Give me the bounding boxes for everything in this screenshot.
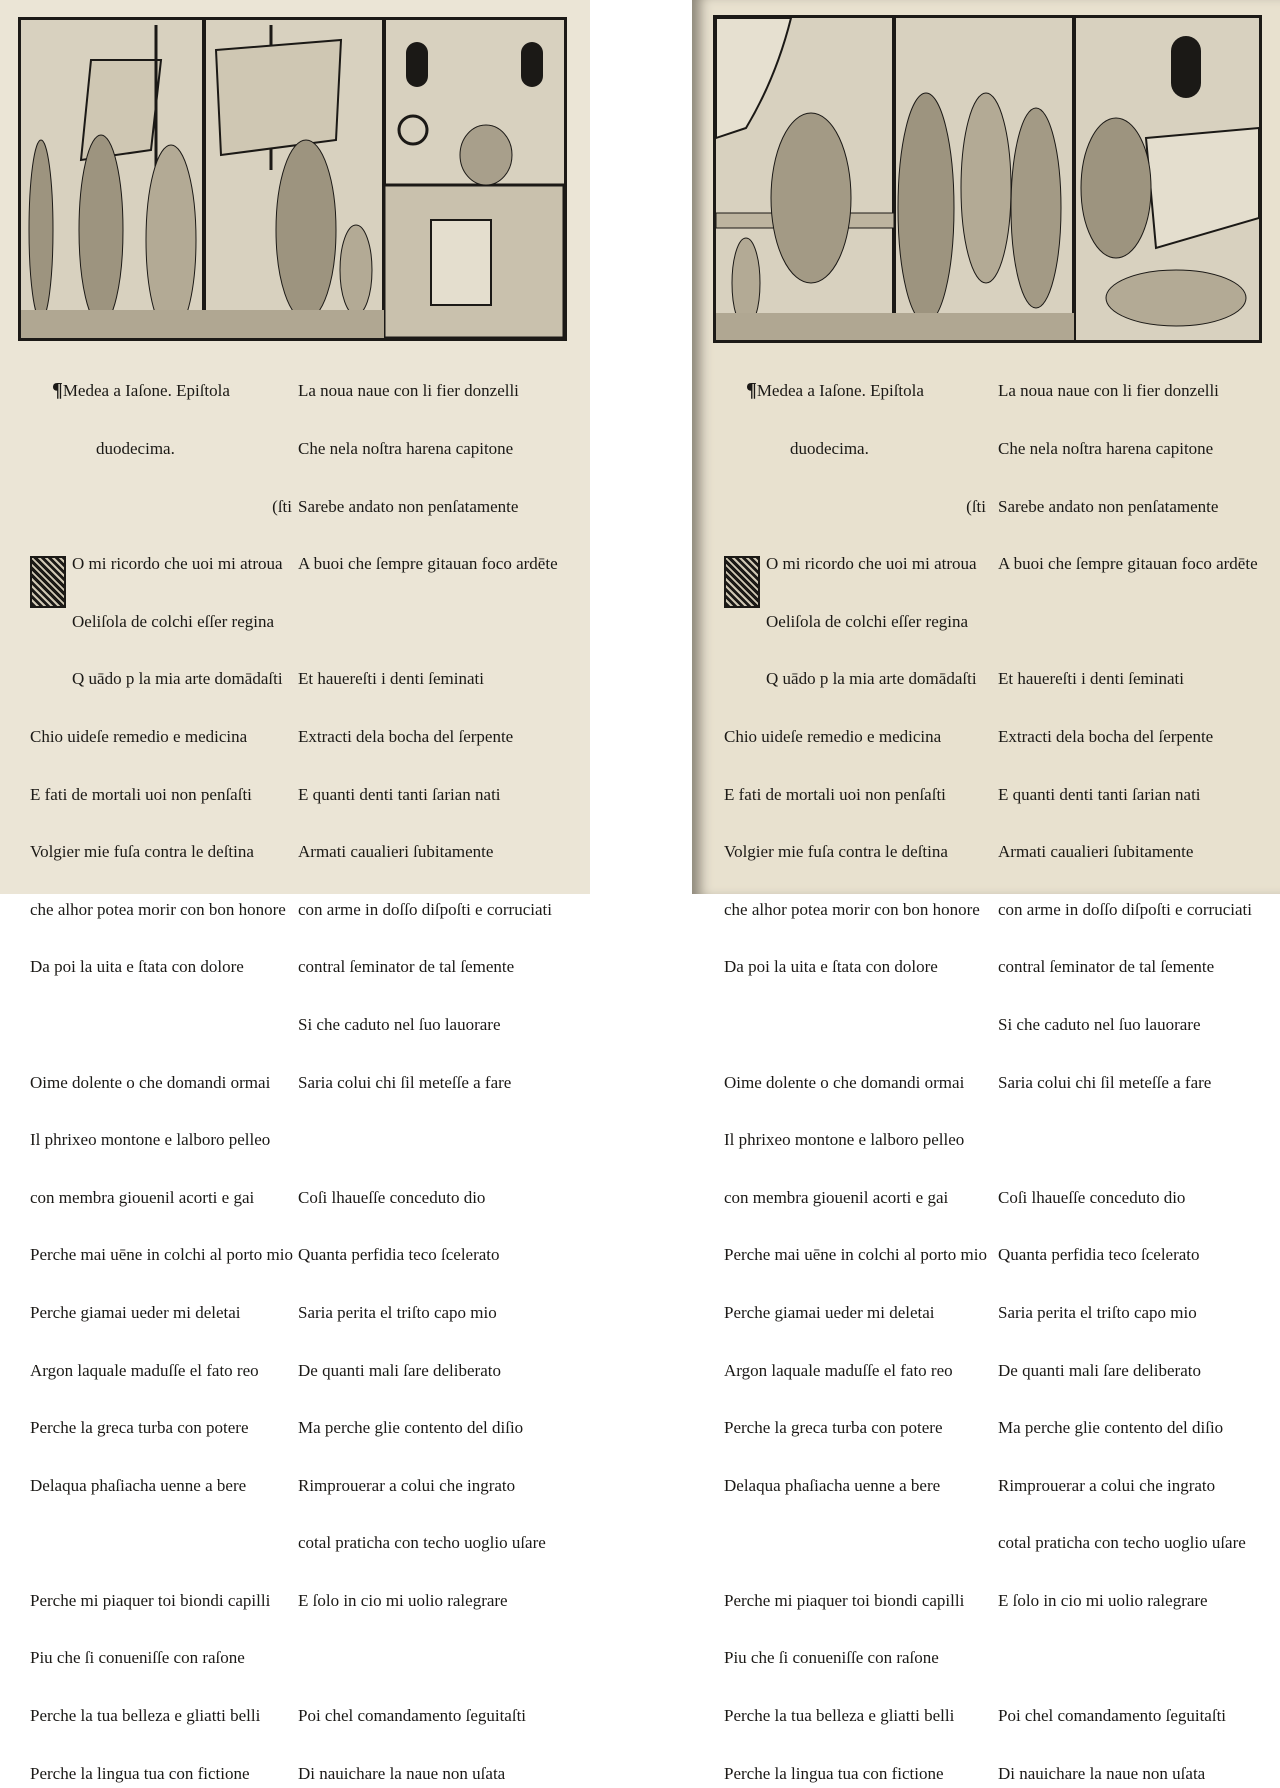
- heading-title: Medea a Iaſone. Epiſtola: [756, 381, 924, 401]
- verse-line: Perche la greca turba con potere: [30, 1418, 249, 1438]
- verse-line: Q uādo p la mia arte domādaſti: [72, 669, 283, 689]
- verse-line: [30, 554, 292, 573]
- verse-line: Perche la tua belleza e gliatti belli: [30, 1706, 261, 1726]
- blank-line: [998, 612, 1278, 631]
- verse-line: che alhor potea morir con bon honore: [724, 899, 980, 919]
- verse-line: Oime dolente o che domandi ormai: [724, 1072, 965, 1092]
- blank-line: [998, 1648, 1278, 1667]
- blank-line: [298, 612, 583, 631]
- verse-line: Perche mai uēne in colchi al porto mio: [30, 1245, 293, 1265]
- verse-line: Coſi lhaueſſe conceduto dio: [298, 1187, 486, 1207]
- verse-line: E ſolo in cio mi uolio ralegrare: [998, 1590, 1208, 1610]
- verse-line: Chio uideſe remedio e medicina: [30, 726, 248, 746]
- verse-line: Et hauereſti i denti ſeminati: [298, 669, 484, 689]
- verse-line: De quanti mali ſare deliberato: [298, 1360, 501, 1380]
- verse-line: Rimprouerar a colui che ingrato: [998, 1475, 1216, 1495]
- verse-line: E fati de mortali uoi non penſaſti: [30, 784, 252, 804]
- verse-line: Chio uideſe remedio e medicina: [724, 726, 942, 746]
- woodcut-illustration-court-scene: [713, 15, 1262, 343]
- verse-line: che alhor potea morir con bon honore: [30, 899, 286, 919]
- blank-line: [298, 1130, 583, 1149]
- heading-title: Medea a Iaſone. Epiſtola: [62, 381, 230, 401]
- verse-line: Da poi la uita e ſtata con dolore: [30, 957, 244, 977]
- verse-line: Sarebe andato non penſatamente: [298, 496, 519, 516]
- verse-line: Saria colui chi ſil meteſſe a fare: [998, 1072, 1212, 1092]
- blank-line: [30, 1015, 292, 1034]
- blank-line: [724, 1533, 986, 1552]
- verse-line: Quanta perfidia teco ſcelerato: [998, 1245, 1200, 1265]
- verse-line: Perche giamai ueder mi deletai: [724, 1302, 935, 1322]
- verse-line: E ſolo in cio mi uolio ralegrare: [298, 1590, 508, 1610]
- verse-line: con membra giouenil acorti e gai: [30, 1187, 255, 1207]
- verse-line: con membra giouenil acorti e gai: [724, 1187, 949, 1207]
- verse-line: La noua naue con li fier donzelli: [998, 381, 1219, 401]
- verse-line: Che nela noſtra harena capitone: [998, 439, 1214, 458]
- verse-line: Il phrixeo montone e lalboro pelleo: [30, 1130, 271, 1150]
- poem-column-1: [30, 343, 292, 1788]
- verse-line: Oeliſola de colchi eſſer regina: [72, 611, 275, 631]
- verse-line: Si che caduto nel ſuo lauorare: [298, 1014, 501, 1034]
- verse-line: Coſi lhaueſſe conceduto dio: [998, 1187, 1186, 1207]
- verse-line: Il phrixeo montone e lalboro pelleo: [724, 1130, 965, 1150]
- verse-line: De quanti mali ſare deliberato: [998, 1360, 1201, 1380]
- pilcrow-mark: ¶: [746, 379, 757, 402]
- verse-line: Oeliſola de colchi eſſer regina: [766, 611, 969, 631]
- verse-line: Ma perche glie contento del diſio: [298, 1418, 524, 1438]
- verse-line: Volgier mie fuſa contra le deſtina: [30, 842, 254, 862]
- verse-line-last: Perche la lingua tua con fictione: [30, 1763, 250, 1783]
- left-page: [0, 0, 590, 1783]
- verse-line: (ſti: [272, 496, 292, 516]
- blank-line: [724, 1015, 986, 1034]
- heading-subtitle: duodecima.: [96, 439, 175, 458]
- heading-subtitle: duodecima.: [790, 439, 869, 458]
- decorated-initial-letter: [30, 556, 66, 608]
- verse-line: Si che caduto nel ſuo lauorare: [998, 1014, 1201, 1034]
- blank-line: [298, 1648, 583, 1667]
- verse-line: Delaqua phaſiacha uenne a bere: [724, 1475, 941, 1495]
- verse-line: con arme in doſſo diſpoſti e corruciati: [298, 899, 552, 919]
- verse-line: Perche giamai ueder mi deletai: [30, 1302, 241, 1322]
- verse-line: E fati de mortali uoi non penſaſti: [724, 784, 946, 804]
- verse-line: Armati caualieri ſubitamente: [298, 842, 494, 862]
- heading-line: [30, 381, 292, 400]
- verse-line: Saria perita el triſto capo mio: [998, 1302, 1197, 1322]
- verse-line: Quanta perfidia teco ſcelerato: [298, 1245, 500, 1265]
- verse-line: Piu che ſi conueniſſe con raſone: [30, 1648, 245, 1668]
- verse-line: A buoi che ſempre gitauan foco ardēte: [998, 554, 1258, 574]
- verse-line: Perche mai uēne in colchi al porto mio: [724, 1245, 987, 1265]
- verse-line: con arme in doſſo diſpoſti e corruciati: [998, 899, 1252, 919]
- verse-line: cotal praticha con techo uoglio uſare: [298, 1533, 546, 1553]
- verse-line: Perche la tua belleza e gliatti belli: [724, 1706, 955, 1726]
- verse-line: Volgier mie fuſa contra le deſtina: [724, 842, 948, 862]
- verse-text: O mi ricordo che uoi mi atroua: [766, 554, 977, 574]
- verse-line: cotal praticha con techo uoglio uſare: [998, 1533, 1246, 1553]
- blank-line: [998, 1130, 1278, 1149]
- verse-line: Armati caualieri ſubitamente: [998, 842, 1194, 862]
- verse-line-last: Perche la lingua tua con fictione: [724, 1763, 944, 1783]
- verse-line: Argon laquale maduſſe el fato reo: [30, 1360, 259, 1380]
- verse-line: Sarebe andato non penſatamente: [998, 496, 1219, 516]
- verse-line: Poi chel comandamento ſeguitaſti: [298, 1706, 527, 1726]
- verse-line: Saria perita el triſto capo mio: [298, 1302, 497, 1322]
- poem-column-2: [998, 343, 1278, 1788]
- verse-line: A buoi che ſempre gitauan foco ardēte: [298, 554, 558, 574]
- verse-text: O mi ricordo che uoi mi atroua: [72, 554, 283, 574]
- verse-line: Delaqua phaſiacha uenne a bere: [30, 1475, 247, 1495]
- verse-line: Q uādo p la mia arte domādaſti: [766, 669, 977, 689]
- heading-line: [724, 381, 986, 400]
- verse-line: Et hauereſti i denti ſeminati: [998, 669, 1184, 689]
- verse-line: E quanti denti tanti ſarian nati: [298, 784, 501, 804]
- verse-line: Perche la greca turba con potere: [724, 1418, 943, 1438]
- verse-line: contral ſeminator de tal ſemente: [998, 957, 1215, 977]
- right-page: [692, 0, 1280, 1783]
- verse-line: E quanti denti tanti ſarian nati: [998, 784, 1201, 804]
- blank-line: [30, 1533, 292, 1552]
- verse-line: contral ſeminator de tal ſemente: [298, 957, 515, 977]
- verse-line: Perche mi piaquer toi biondi capilli: [724, 1590, 965, 1610]
- woodcut-illustration-jason-medea: [18, 17, 567, 341]
- verse-line: Che nela noſtra harena capitone: [298, 439, 514, 458]
- verse-line: La noua naue con li fier donzelli: [298, 381, 519, 401]
- verse-line-last: Di nauichare la naue non uſata: [998, 1763, 1206, 1783]
- verse-line: [724, 554, 986, 573]
- verse-line: Perche mi piaquer toi biondi capilli: [30, 1590, 271, 1610]
- verse-line: Extracti dela bocha del ſerpente: [998, 726, 1214, 746]
- poem-column-2: [298, 343, 583, 1788]
- pilcrow-mark: ¶: [52, 379, 63, 402]
- verse-line: Piu che ſi conueniſſe con raſone: [724, 1648, 939, 1668]
- verse-line: Saria colui chi ſil meteſſe a fare: [298, 1072, 512, 1092]
- verse-line: Ma perche glie contento del diſio: [998, 1418, 1224, 1438]
- verse-line: Da poi la uita e ſtata con dolore: [724, 957, 938, 977]
- verse-line: Argon laquale maduſſe el fato reo: [724, 1360, 953, 1380]
- decorated-initial-letter: [724, 556, 760, 608]
- poem-column-1: [724, 343, 986, 1788]
- verse-line: (ſti: [966, 496, 986, 516]
- verse-line: Rimprouerar a colui che ingrato: [298, 1475, 516, 1495]
- verse-line: Poi chel comandamento ſeguitaſti: [998, 1706, 1227, 1726]
- verse-line: Oime dolente o che domandi ormai: [30, 1072, 271, 1092]
- verse-line-last: Di nauichare la naue non uſata: [298, 1763, 506, 1783]
- verse-line: Extracti dela bocha del ſerpente: [298, 726, 514, 746]
